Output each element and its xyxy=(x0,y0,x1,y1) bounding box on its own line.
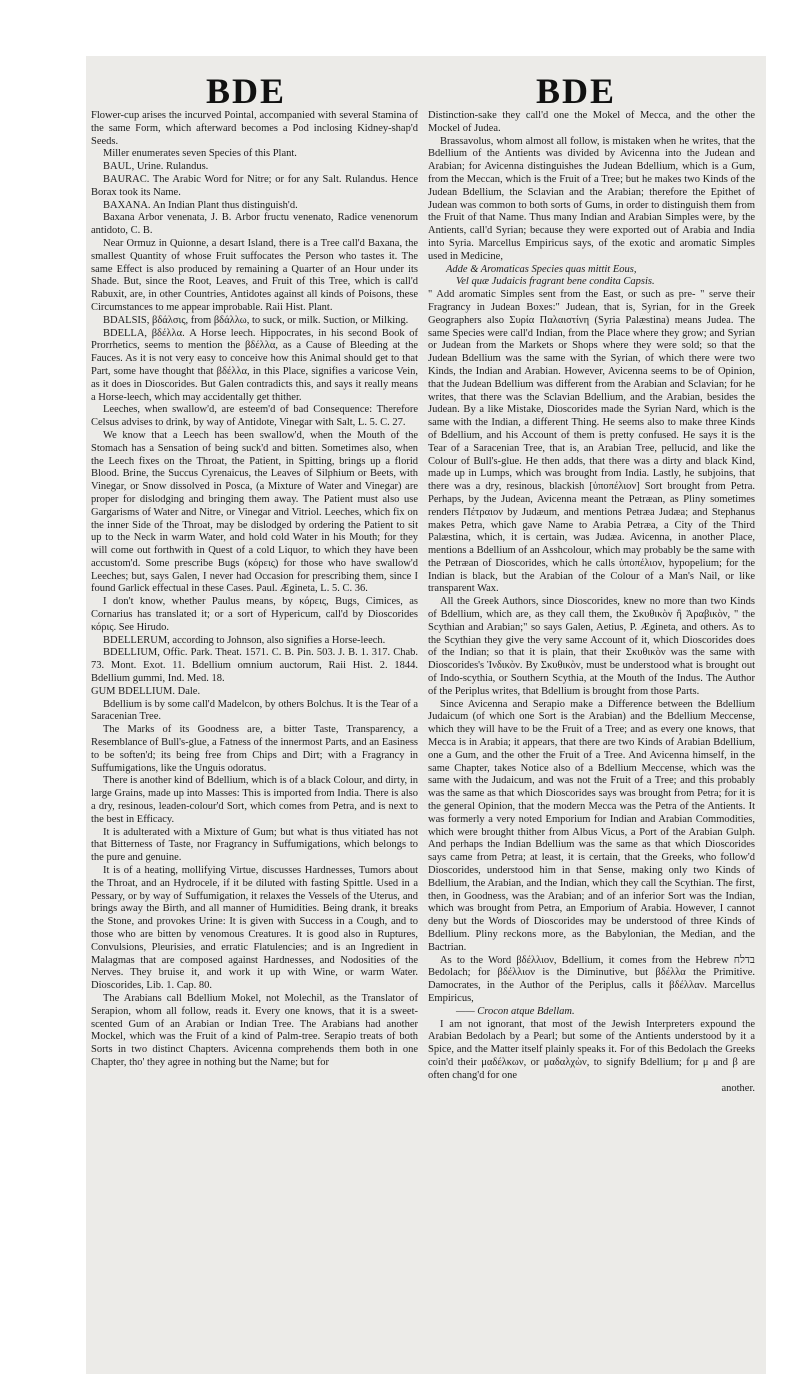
paragraph: Near Ormuz in Quionne, a desart Island, there is a Tree call'd Baxana, the smallest Quantity of whose Fruit suffocates the Person who tastes it. The same Effect is also produced by remaining a Quarter of an Hour under its Shade. But, since the Root, Leaves, and Fruit of this Tree, which is call'd Rabuxit, are, in other Countries, Antidotes against all kinds of Poisons, these Circumstances to me appear improbable. Raii Hist. Plant. xyxy=(91,237,418,313)
running-head-left: BDE xyxy=(206,71,287,111)
paragraph: Baxana Arbor venenata, J. B. Arbor fructu venenato, Radice venenorum antidoto, C. B. xyxy=(91,212,418,237)
paragraph: As to the Word βδέλλιον, Bdellium, it comes from the Hebrew בדלח Bedolach; for βδέλλιον is the Diminutive, but βδέλλα the Primitive. Damocrates, in the Author of the Periplus, calls it βδέλλαν. Marcellus Empiricus, xyxy=(428,954,755,1004)
paragraph: Since Avicenna and Serapio make a Difference between the Bdellium Judaicum (of which one Sort is the Arabian) and the Bdellium Meccense, which they will have to be the Fruit of a Tree; and as every one knows, that Mecca is in Arabia; it appears, that there are two Kinds of Arabian Bdellium, one a Gum, and the other the Fruit of a Tree. And Avicenna himself, in the same Chapter, takes Notice also of a Bdellium Meccense, which was the same with the Judaicum, and was not the Fruit of a Tree; and this probably was the same as that which Dioscorides says was brought from Petra; for it is the general Opinion, that the modern Mecca was the Petra of the Antients. It was formerly a very noted Emporium for Indian and Arabian Commodities, which were brought thither from Albus Vicus, a Port of the Arabian Gulph. And perhaps the Indian Bdellium was the same as that which Dioscorides says came from Petra; at least, it is certain, that the Greeks, who follow'd Dioscorides, understood him in that Sense, making only two Kinds of Bdellium, the Arabian, and the Indian, which they call the Scythian. The first, then, in Goodness, was the Arabian; and of an inferior Sort was the Indian, which was brought from Petra, an Emporium of Arabia. However, I cannot deny but the Words of Dioscorides may be understood of three Kinds of Bdellium. Pliny reckons more, as the Babylonian, the Median, and the Bactrian. xyxy=(428,698,755,953)
running-head-right: BDE xyxy=(536,71,617,111)
paragraph: another. xyxy=(721,1082,755,1094)
paragraph: —— Crocon atque Bdellam. xyxy=(456,1005,575,1017)
paragraph: Bdellium is by some call'd Madelcon, by others Bolchus. It is the Tear of a Saracenian Tree. xyxy=(91,698,418,723)
paragraph: Distinction-sake they call'd one the Mokel of Mecca, and the other the Mockel of Judea. xyxy=(428,110,755,134)
paragraph: All the Greek Authors, since Dioscorides, knew no more than two Kinds of Bdellium, which are, as they call them, the Σκυθικὸν ἢ Ἀραβικὸν, " the Scythian and Arabian;" so says Galen, Aetius, P. Ægineta, and others. As to the Scythian they give the very same Account of it, which Dioscorides does of the Indian; so that it is plain, that their Σκυθικὸν was the same with Dioscorides's Ἰνδικὸν. By Σκυθικὸν, must be understood what is brought out of Indo-scythia, or Southern Scythia, at the Mouth of the Indus. The Author of the Periplus writes, that Bdellium is brought from those Parts. xyxy=(428,596,755,697)
paragraph: Miller enumerates seven Species of this Plant. xyxy=(103,148,297,160)
paragraph: GUM BDELLIUM. Dale. xyxy=(91,685,201,697)
paragraph: It is of a heating, mollifying Virtue, discusses Hardnesses, Tumors about the Throat, and an Hydrocele, if it be diluted with fasting Spittle. Used in a Pessary, or by way of Suffumigation, it relaxes the Vessels of the Uterus, and brings away the Birth, and all manner of Humidities. Being drank, it breaks the Stone, and provokes Urine: It is given with Success in a Cough, and to those who are bitten by venomous Creatures. It is good also in Ruptures, Convulsions, Pleurisies, and erratic Flatulencies; and is an Ingredient in Malagmas that are composed against Hardnesses, and Nodosities of the Nerves. They bruise it, and work it up with Wine, or warm Water. Dioscorides, Lib. 1. Cap. 80. xyxy=(91,865,418,992)
paragraph: It is adulterated with a Mixture of Gum; but what is thus vitiated has not that Bitterness of Taste, nor Fragrancy in Suffumigations, which belongs to the pure and genuine. xyxy=(91,826,418,864)
paragraph: Flower-cup arises the incurved Pointal, accompanied with several Stamina of the same Form, which afterward becomes a Pod inclosing Kidney-shap'd Seeds. xyxy=(91,110,418,147)
paragraph: BAURAC. The Arabic Word for Nitre; or for any Salt. Rulandus. Hence Borax took its Name. xyxy=(91,173,418,198)
paragraph: Adde & Aromaticas Species quas mittit Eous, xyxy=(446,263,637,275)
paragraph: We know that a Leech has been swallow'd, when the Mouth of the Stomach has a Sensation of being suck'd and bitten. Sometimes also, when the Leech fixes on the Throat, the Patient, in Spitting, brings up a florid Blood. Brine, the Succus Cyrenaicus, the Leaves of Silphium or Beets, with Vinegar, or Snow dissolved in Posca, (a Mixture of Water and Vinegar) are proper for dislodging and bringing them away. The Patient must also use Gargarisms of Water and Nitre, or Vinegar and Vitriol. Leeches, which fix on the inner Side of the Throat, may be dislodged by ordering the Patient to sit up to the Neck in warm Water, and hold cold Water in his Mouth; for they will come out forthwith in Quest of a cold Liquor, to which they have been accustom'd. Some prescribe Bugs (κόρεις) for those who have swallow'd Leeches; but, says Galen, I never had Occasion for prescribing them, since I found Garlick effectual in these Cases. Paul. Ægineta, L. 5. C. 36. xyxy=(91,429,418,595)
paragraph: BDALSIS, βδάλσις, from βδάλλω, to suck, or milk. Suction, or Milking. xyxy=(103,314,409,326)
paragraph: BDELLERUM, according to Johnson, also signifies a Horse-leech. xyxy=(103,634,386,646)
paragraph: BDELLA, βδέλλα. A Horse leech. Hippocrates, in his second Book of Prorrhetics, seems to mention the βδέλλα, as a Cause of Bleeding at the Fauces. As it is not very easy to conceive how this Animal should get to that Part, some have thought that βδέλλα, in this Place, signifies a varicose Vein, as it does in Dioscorides. But Galen contradicts this, and says it really means a Horse-leech, which may accidentally get thither. xyxy=(91,327,418,403)
paragraph: Leeches, when swallow'd, are esteem'd of bad Consequence: Therefore Celsus advises to drink, by way of Antidote, Vinegar with Salt, L. 5. C. 27. xyxy=(91,404,418,429)
paragraph: BAUL, Urine. Rulandus. xyxy=(103,161,209,173)
left-text-column xyxy=(91,110,418,1372)
paragraph: I don't know, whether Paulus means, by κόρεις, Bugs, Cimices, as Cornarius has translated it; or a sort of Hypericum, call'd by Dioscorides κόρις. See Hirudo. xyxy=(91,596,418,633)
paragraph: Vel quæ Judaicis fragrant bene condita Capsis. xyxy=(456,276,655,288)
paragraph: BDELLIUM, Offic. Park. Theat. 1571. C. B. Pin. 503. J. B. 1. 317. Chab. 73. Mont. Exot. 11. Bdellium omnium auctorum, Raii Hist. 2. 1844. Bdellium gummi, Ind. Med. 18. xyxy=(91,647,418,685)
paragraph: " Add aromatic Simples sent from the East, or such as pre- " serve their Fragrancy in Judean Boxes:" Judean, that is, Syrian, for in the Greek Geographers also Συρία Παλαιστίνη (Syria Palæstina) means Judea. The same Species were call'd Indian, from the Place where they grow; and Syrian or Judean from the Markets or Shops where they were sold; so that the Judean Bdellium was the same with the Syrian, of which there were two Kinds, the Indian and Arabian. However, Avicenna seems to be of Opinion, that the Judean Bdellium was different from the Arabian and Sclavian; for he writes, that there was the Sclavian Bdellium, and the Arabian, besides the Judean. By a like Mistake, Dioscorides made the Syrian Nard, which is the same with the Indian, a different Thing. He seems also to make three Kinds of Bdellium, and his Account of them is pretty confused. He says it is the Tear of a Saracenian Tree, that is, an Arabian Tree, pellucid, and like the Colour of Bull's-glue. He then adds, that there was a dirty and black Kind, made up in Lumps, which was brought from India. Lastly, he subjoins, that there was a dry, resinous, blackish [ὑποπέλιον] Sort brought from Petra. Perhaps, by the Judean, Avicenna meant the Petræan, as Pliny sometimes renders Πέτραιον by Judæum, and mentions Petræa Judæa; and Stephanus makes Petra, which gave Name to Arabia Petræa, a City of the Third Palæstina, which, it is certain, was Judæa. Avicenna, in another Place, mentions a Bdellium of an Asshcolour, which may probably be the same with the Petræan of Dioscorides, which he calls ὑποπέλιον, hypopelium; for the Indian is black, but the Arabian of the Colour of a Man's Nail, or like transparent Wax. xyxy=(428,289,755,595)
paragraph: BAXANA. An Indian Plant thus distinguish'd. xyxy=(103,199,298,211)
right-text-column xyxy=(428,110,755,1372)
paragraph: The Arabians call Bdellium Mokel, not Molechil, as the Translator of Serapion, whom all follow, reads it. Every one knows, that it is a sweet-scented Gum of an Arabian or Indian Tree. The Arabians had another Mockel, which was the Fruit of a kind of Palm-tree. Serapio treats of both Sorts in two distinct Chapters. Avicenna comprehends them both in one Chapter, tho' they agree in nothing but the Name; but for xyxy=(91,992,418,1068)
paragraph: The Marks of its Goodness are, a bitter Taste, Transparency, a Resemblance of Bull's-glue, a Fatness of the innermost Parts, and an Easiness to be soften'd; its being free from Chips and Dirt; with a Fragrancy in Suffumigations, like the Unguis odoratus. xyxy=(91,724,418,774)
paragraph: There is another kind of Bdellium, which is of a black Colour, and dirty, in large Grains, made up into Masses: This is imported from India. There is also a dry, resinous, leaden-colour'd Sort, which comes from Petra, and is next to the best in Efficacy. xyxy=(91,775,418,825)
paragraph: I am not ignorant, that most of the Jewish Interpreters expound the Arabian Bedolach by a Pearl; but some of the Antients understood by it a Spice, and the Matter itself plainly speaks it. For of this Bedolach the Greeks coin'd their μαδέλκων, or μαδαλχὼν, to signify Bdellium; for μ and β are often chang'd for one xyxy=(428,1018,755,1081)
paragraph: Brassavolus, whom almost all follow, is mistaken when he writes, that the Bdellium of the Antients was divided by Avicenna into the Judean and Arabian; for Avicenna distinguishes the Judean Bdellium, which is a Gum, from the Meccan, which is the Fruit of a Tree; but he makes two Kinds of the Judean Bdellium, the Sclavian and the Arabian; therefore the Epithet of Judean was common to both sorts of Gums, in order to distinguish them from the Fruit of that Name. Thus many Indian and Arabian Simples were, by the Antients, call'd Syrian; because they were exported out of Arabia and India into Syria. Marcellus Empiricus says, of the exotic and aromatic Simples used in Medicine, xyxy=(428,135,755,262)
